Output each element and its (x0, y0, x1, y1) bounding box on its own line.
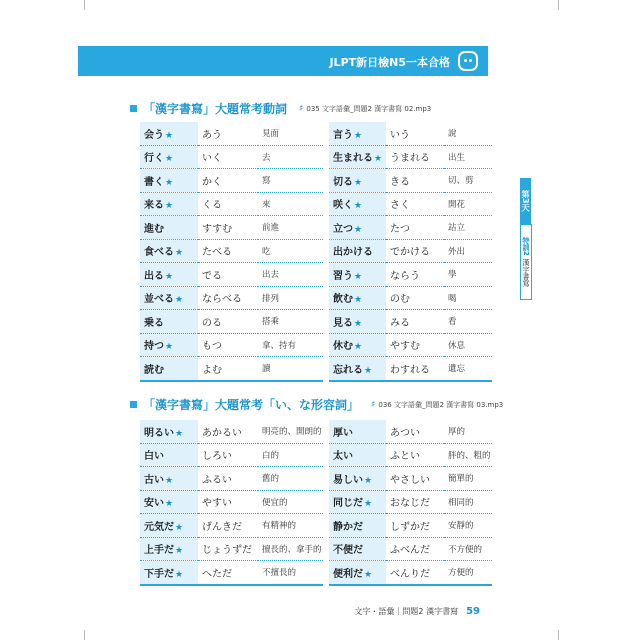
star-icon: ★ (354, 271, 363, 282)
kanji-cell (140, 537, 198, 561)
kanji-cell (326, 420, 386, 443)
reading-cell: でる (198, 263, 258, 287)
reading-cell: よむ (198, 357, 258, 381)
kanji-cell (140, 333, 198, 357)
section-title: 「漢字書寫」大題常考「い、な形容詞」 (143, 398, 360, 412)
table-row (140, 420, 492, 443)
reading-cell: もつ (198, 333, 258, 357)
speaker-icon: ♯ (371, 399, 376, 410)
table-row (140, 145, 492, 169)
kanji-text: 乗る (144, 317, 164, 329)
meaning-cell: 出生 (444, 145, 492, 169)
meaning-cell: 外出 (444, 239, 492, 263)
reading-cell: いう (386, 122, 444, 145)
kanji-text: 習う (333, 270, 353, 282)
kanji-text: 太い (333, 451, 353, 463)
table-row (140, 561, 492, 585)
table-row (140, 169, 492, 193)
kanji-text: 安い (144, 498, 164, 510)
reading-cell: くる (198, 192, 258, 216)
reading-cell: おなじだ (386, 490, 444, 514)
kanji-text: 来る (144, 200, 164, 212)
meaning-cell: 開花 (444, 192, 492, 216)
table-row (140, 357, 492, 381)
table-row (140, 443, 492, 467)
crop-mark (558, 630, 559, 640)
reading-cell: しろい (198, 443, 258, 467)
star-icon: ★ (364, 475, 373, 486)
star-icon: ★ (165, 475, 174, 486)
kanji-cell (326, 145, 386, 169)
kanji-text: 行く (144, 153, 164, 165)
reading-cell: のむ (386, 286, 444, 310)
kanji-cell (140, 561, 198, 585)
meaning-cell: 看 (444, 310, 492, 334)
meaning-cell: 拿、持有 (258, 333, 326, 357)
kanji-text: 白い (144, 451, 164, 463)
kanji-text: 書く (144, 176, 164, 188)
crop-mark (84, 630, 85, 640)
kanji-cell (326, 333, 386, 357)
kanji-text: 出かける (333, 247, 373, 259)
meaning-cell: 有精神的 (258, 514, 326, 538)
kanji-text: 易しい (333, 474, 363, 486)
kanji-text: 進む (144, 223, 164, 235)
kanji-text: 休む (333, 341, 353, 353)
verbs-table (140, 122, 492, 382)
meaning-cell: 不擅長的 (258, 561, 326, 585)
reading-cell: じょうずだ (198, 537, 258, 561)
table-row (140, 286, 492, 310)
reading-cell: かく (198, 169, 258, 193)
reading-cell: あつい (386, 420, 444, 443)
kanji-text: 厚い (333, 427, 353, 439)
reading-cell: ふるい (198, 467, 258, 491)
meaning-cell: 休息 (444, 333, 492, 357)
topic-text: 漢字書寫 (522, 259, 530, 288)
star-icon: ★ (354, 177, 363, 188)
cat-mascot-icon (458, 51, 478, 71)
reading-cell: やさしい (386, 467, 444, 491)
reading-cell: うまれる (386, 145, 444, 169)
meaning-cell: 白的 (258, 443, 326, 467)
kanji-cell (140, 192, 198, 216)
kanji-text: 切る (333, 176, 353, 188)
kanji-cell (326, 467, 386, 491)
kanji-cell (140, 145, 198, 169)
meaning-cell: 出去 (258, 263, 326, 287)
table-row (140, 490, 492, 514)
meaning-cell: 見面 (258, 122, 326, 145)
kanji-text: 下手だ (144, 568, 174, 580)
crop-mark (558, 0, 559, 10)
audio-track[interactable] (371, 400, 503, 410)
reading-cell: わすれる (386, 357, 444, 381)
reading-cell: ならう (386, 263, 444, 287)
kanji-text: 食べる (144, 247, 174, 259)
adjectives-table (140, 420, 492, 586)
star-icon: ★ (354, 342, 363, 353)
meaning-cell: 學 (444, 263, 492, 287)
star-icon: ★ (175, 248, 184, 259)
meaning-cell: 說 (444, 122, 492, 145)
section-header-adjectives (130, 396, 503, 413)
kanji-cell (326, 490, 386, 514)
meaning-cell: 前進 (258, 216, 326, 240)
meaning-cell: 站立 (444, 216, 492, 240)
table-row (140, 122, 492, 145)
footer-text: 文字・語彙｜問題2 漢字書寫 (354, 607, 459, 616)
kanji-text: 生まれる (333, 153, 373, 165)
star-icon: ★ (175, 546, 184, 557)
meaning-cell: 吃 (258, 239, 326, 263)
kanji-text: 静かだ (333, 521, 363, 533)
day-label: 第3天 (520, 178, 531, 224)
star-icon: ★ (354, 130, 363, 141)
reading-cell: あかるい (198, 420, 258, 443)
meaning-cell: 搭乘 (258, 310, 326, 334)
kanji-cell (140, 310, 198, 334)
meaning-cell: 擅長的、拿手的 (258, 537, 326, 561)
meaning-cell: 排列 (258, 286, 326, 310)
star-icon: ★ (165, 201, 174, 212)
kanji-text: 会う (144, 129, 164, 141)
meaning-cell: 來 (258, 192, 326, 216)
meaning-cell: 相同的 (444, 490, 492, 514)
star-icon: ★ (165, 342, 174, 353)
meaning-cell: 胖的、粗的 (444, 443, 492, 467)
star-icon: ★ (165, 130, 174, 141)
kanji-text: 見る (333, 317, 353, 329)
table-row (140, 310, 492, 334)
kanji-cell (140, 239, 198, 263)
meaning-cell: 不方便的 (444, 537, 492, 561)
audio-filename: 036 文字語彙_問題2 漢字書寫 03.mp3 (378, 400, 504, 409)
star-icon: ★ (165, 154, 174, 165)
star-icon: ★ (165, 271, 174, 282)
reading-cell: やすい (198, 490, 258, 514)
kanji-text: 元気だ (144, 521, 174, 533)
table-row (140, 514, 492, 538)
star-icon: ★ (165, 499, 174, 510)
kanji-cell (326, 169, 386, 193)
star-icon: ★ (364, 365, 373, 376)
meaning-cell: 切、剪 (444, 169, 492, 193)
kanji-cell (140, 467, 198, 491)
header-banner (78, 46, 488, 76)
table-row (140, 216, 492, 240)
section-header-verbs (130, 100, 431, 117)
kanji-cell (140, 420, 198, 443)
table-row (140, 537, 492, 561)
kanji-cell (326, 239, 386, 263)
star-icon: ★ (354, 201, 363, 212)
star-icon: ★ (175, 569, 184, 580)
meaning-cell: 明亮的、開朗的 (258, 420, 326, 443)
kanji-cell (140, 514, 198, 538)
star-icon: ★ (165, 177, 174, 188)
topic-label (520, 224, 532, 300)
table-row (140, 263, 492, 287)
meaning-cell: 遺忘 (444, 357, 492, 381)
reading-cell: しずかだ (386, 514, 444, 538)
kanji-cell (326, 263, 386, 287)
star-icon: ★ (175, 428, 184, 439)
audio-track[interactable] (299, 104, 431, 114)
star-icon: ★ (175, 522, 184, 533)
chapter-side-tab (520, 178, 558, 300)
kanji-cell (140, 357, 198, 381)
meaning-cell: 便宜的 (258, 490, 326, 514)
star-icon: ★ (354, 295, 363, 306)
reading-cell: へただ (198, 561, 258, 585)
kanji-text: 持つ (144, 341, 164, 353)
star-icon: ★ (354, 224, 363, 235)
kanji-cell (140, 443, 198, 467)
page-footer (354, 606, 480, 617)
kanji-cell (326, 192, 386, 216)
kanji-text: 並べる (144, 294, 174, 306)
star-icon: ★ (364, 569, 373, 580)
kanji-cell (326, 310, 386, 334)
kanji-cell (326, 216, 386, 240)
kanji-text: 同じだ (333, 498, 363, 510)
kanji-cell (140, 263, 198, 287)
kanji-cell (326, 537, 386, 561)
kanji-text: 出る (144, 270, 164, 282)
meaning-cell: 舊的 (258, 467, 326, 491)
star-icon: ★ (374, 154, 383, 165)
kanji-text: 読む (144, 364, 164, 376)
meaning-cell: 方便的 (444, 561, 492, 585)
reading-cell: げんきだ (198, 514, 258, 538)
reading-cell: さく (386, 192, 444, 216)
section-title: 「漢字書寫」大題常考動詞 (143, 102, 288, 116)
bullet-square-icon (130, 105, 137, 112)
star-icon: ★ (364, 499, 373, 510)
reading-cell: やすむ (386, 333, 444, 357)
reading-cell: いく (198, 145, 258, 169)
reading-cell: べんりだ (386, 561, 444, 585)
meaning-cell: 簡單的 (444, 467, 492, 491)
meaning-cell: 喝 (444, 286, 492, 310)
reading-cell: のる (198, 310, 258, 334)
kanji-text: 不便だ (333, 545, 363, 557)
kanji-cell (140, 490, 198, 514)
reading-cell: たべる (198, 239, 258, 263)
kanji-cell (326, 443, 386, 467)
reading-cell: ふとい (386, 443, 444, 467)
meaning-cell: 讀 (258, 357, 326, 381)
audio-filename: 035 文字語彙_問題2 漢字書寫 02.mp3 (306, 104, 432, 113)
meaning-cell: 去 (258, 145, 326, 169)
reading-cell: みる (386, 310, 444, 334)
reading-cell: でかける (386, 239, 444, 263)
reading-cell: ならべる (198, 286, 258, 310)
table-row (140, 467, 492, 491)
kanji-cell (140, 169, 198, 193)
tokkun-label: 特訓2 (522, 236, 530, 256)
kanji-cell (140, 122, 198, 145)
kanji-text: 古い (144, 474, 164, 486)
kanji-cell (326, 561, 386, 585)
kanji-text: 明るい (144, 427, 174, 439)
kanji-cell (326, 286, 386, 310)
kanji-cell (140, 286, 198, 310)
table-row (140, 333, 492, 357)
meaning-cell: 厚的 (444, 420, 492, 443)
kanji-cell (326, 122, 386, 145)
kanji-text: 便利だ (333, 568, 363, 580)
reading-cell: すすむ (198, 216, 258, 240)
page-number: 59 (466, 606, 480, 617)
kanji-text: 立つ (333, 223, 353, 235)
kanji-cell (326, 514, 386, 538)
reading-cell: きる (386, 169, 444, 193)
meaning-cell: 安靜的 (444, 514, 492, 538)
reading-cell: たつ (386, 216, 444, 240)
kanji-text: 咲く (333, 200, 353, 212)
kanji-cell (140, 216, 198, 240)
book-title: JLPT新日檢N5一本合格 (329, 56, 450, 69)
kanji-text: 言う (333, 129, 353, 141)
star-icon: ★ (354, 318, 363, 329)
kanji-text: 忘れる (333, 364, 363, 376)
bullet-square-icon (130, 401, 137, 408)
kanji-text: 飲む (333, 294, 353, 306)
reading-cell: あう (198, 122, 258, 145)
meaning-cell: 寫 (258, 169, 326, 193)
star-icon: ★ (175, 295, 184, 306)
speaker-icon: ♯ (299, 103, 304, 114)
kanji-text: 上手だ (144, 545, 174, 557)
table-row (140, 192, 492, 216)
reading-cell: ふべんだ (386, 537, 444, 561)
table-row (140, 239, 492, 263)
kanji-cell (326, 357, 386, 381)
crop-mark (84, 0, 85, 10)
